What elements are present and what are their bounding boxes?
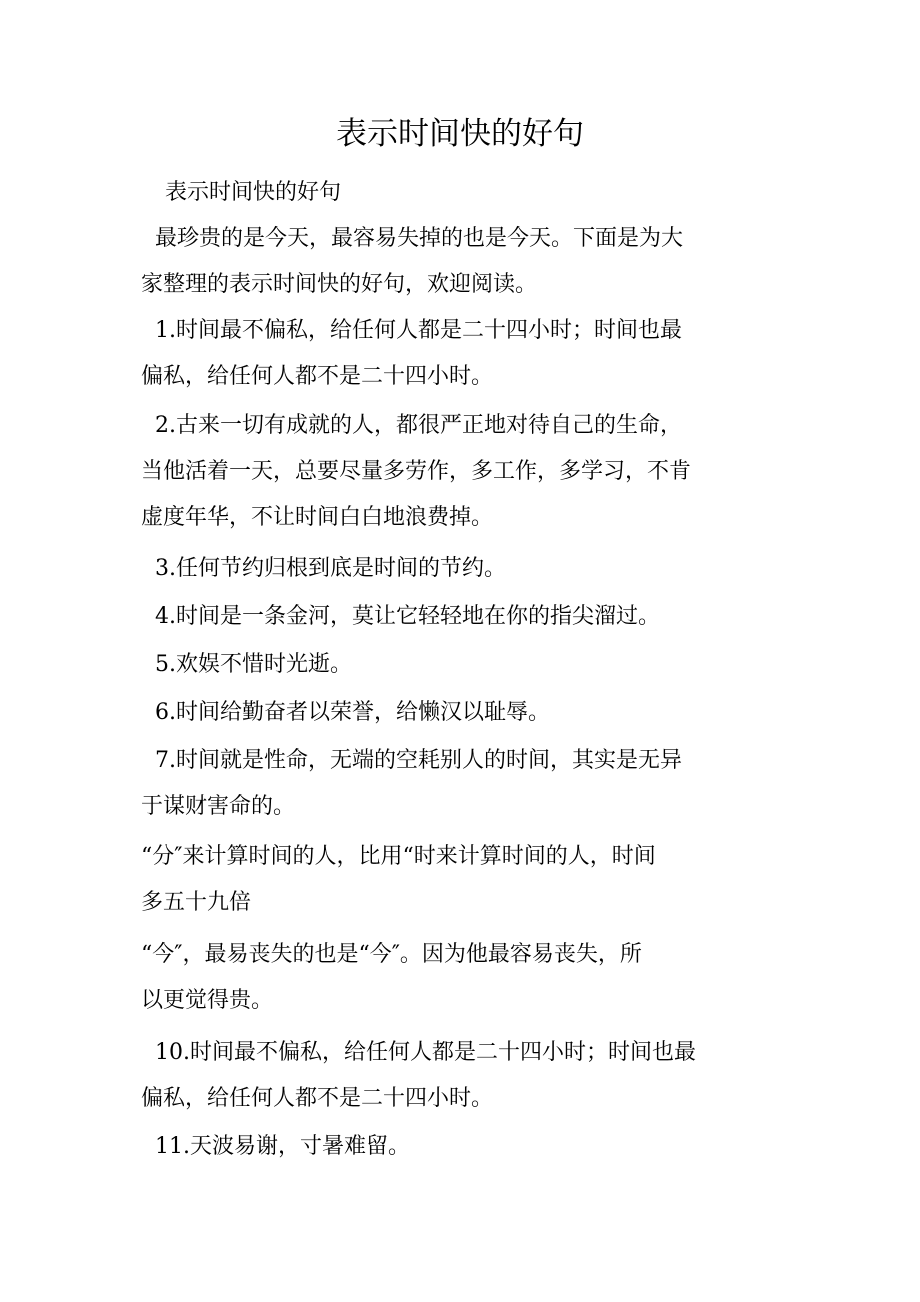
quote-paragraph-3 [141,546,781,592]
paragraph-line: 4.时间是一条金河，莫让它轻轻地在你的指尖溜过。 [141,604,660,629]
paragraph-line: “分″来计算时间的人，比用“时来计算时间的人，时间 [141,844,656,869]
paragraph-line: 虚度年华，不让时间白白地浪费掉。 [141,505,494,530]
paragraph-line: “今″，最易丧失的也是“今″。因为他最容易丧失，所 [141,942,642,967]
quote-paragraph-2 [141,403,781,541]
paragraph-line: 5.欢娱不惜时光逝。 [141,652,352,677]
paragraph-line: 偏私，给任何人都不是二十四小时。 [141,1086,494,1111]
paragraph-line: 家整理的表示时间快的好句，欢迎阅读。 [141,272,538,297]
quote-paragraph-10 [141,1030,781,1122]
paragraph-line: 7.时间就是性命，无端的空耗别人的时间，其实是无异 [141,748,682,773]
quote-paragraph-11 [141,1124,781,1170]
fragment-paragraph-today [141,932,781,1024]
quote-paragraph-6 [141,690,781,736]
subtitle-line: 表示时间快的好句 [165,180,342,205]
paragraph-line: 以更觉得贵。 [141,988,274,1013]
document-title: 表示时间快的好句 [336,116,584,152]
quote-paragraph-7 [141,738,781,830]
paragraph-line: 于谋财害命的。 [141,794,296,819]
quote-paragraph-4 [141,594,781,640]
subtitle-paragraph [141,170,781,216]
paragraph-line: 11.天波易谢，寸暑难留。 [141,1134,410,1159]
paragraph-line: 多五十九倍 [141,890,252,915]
paragraph-line: 偏私，给任何人都不是二十四小时。 [141,364,494,389]
paragraph-line: 2.古来一切有成就的人，都很严正地对待自己的生命， [141,413,682,438]
paragraph-line: 10.时间最不偏私，给任何人都是二十四小时；时间也最 [141,1040,696,1065]
paragraph-line: 当他活着一天，总要尽量多劳作，多工作，多学习，不肯 [141,459,692,484]
paragraph-line: 1.时间最不偏私，给任何人都是二十四小时；时间也最 [141,318,682,343]
intro-paragraph [141,216,781,308]
quote-paragraph-1 [141,308,781,400]
paragraph-line: 6.时间给勤奋者以荣誉，给懒汉以耻辱。 [141,700,550,725]
paragraph-line: 最珍贵的是今天，最容易失掉的也是今天。下面是为大 [141,226,683,251]
quote-paragraph-5 [141,642,781,688]
paragraph-line: 3.任何节约归根到底是时间的节约。 [141,556,506,581]
fragment-paragraph-minutes [141,834,781,926]
